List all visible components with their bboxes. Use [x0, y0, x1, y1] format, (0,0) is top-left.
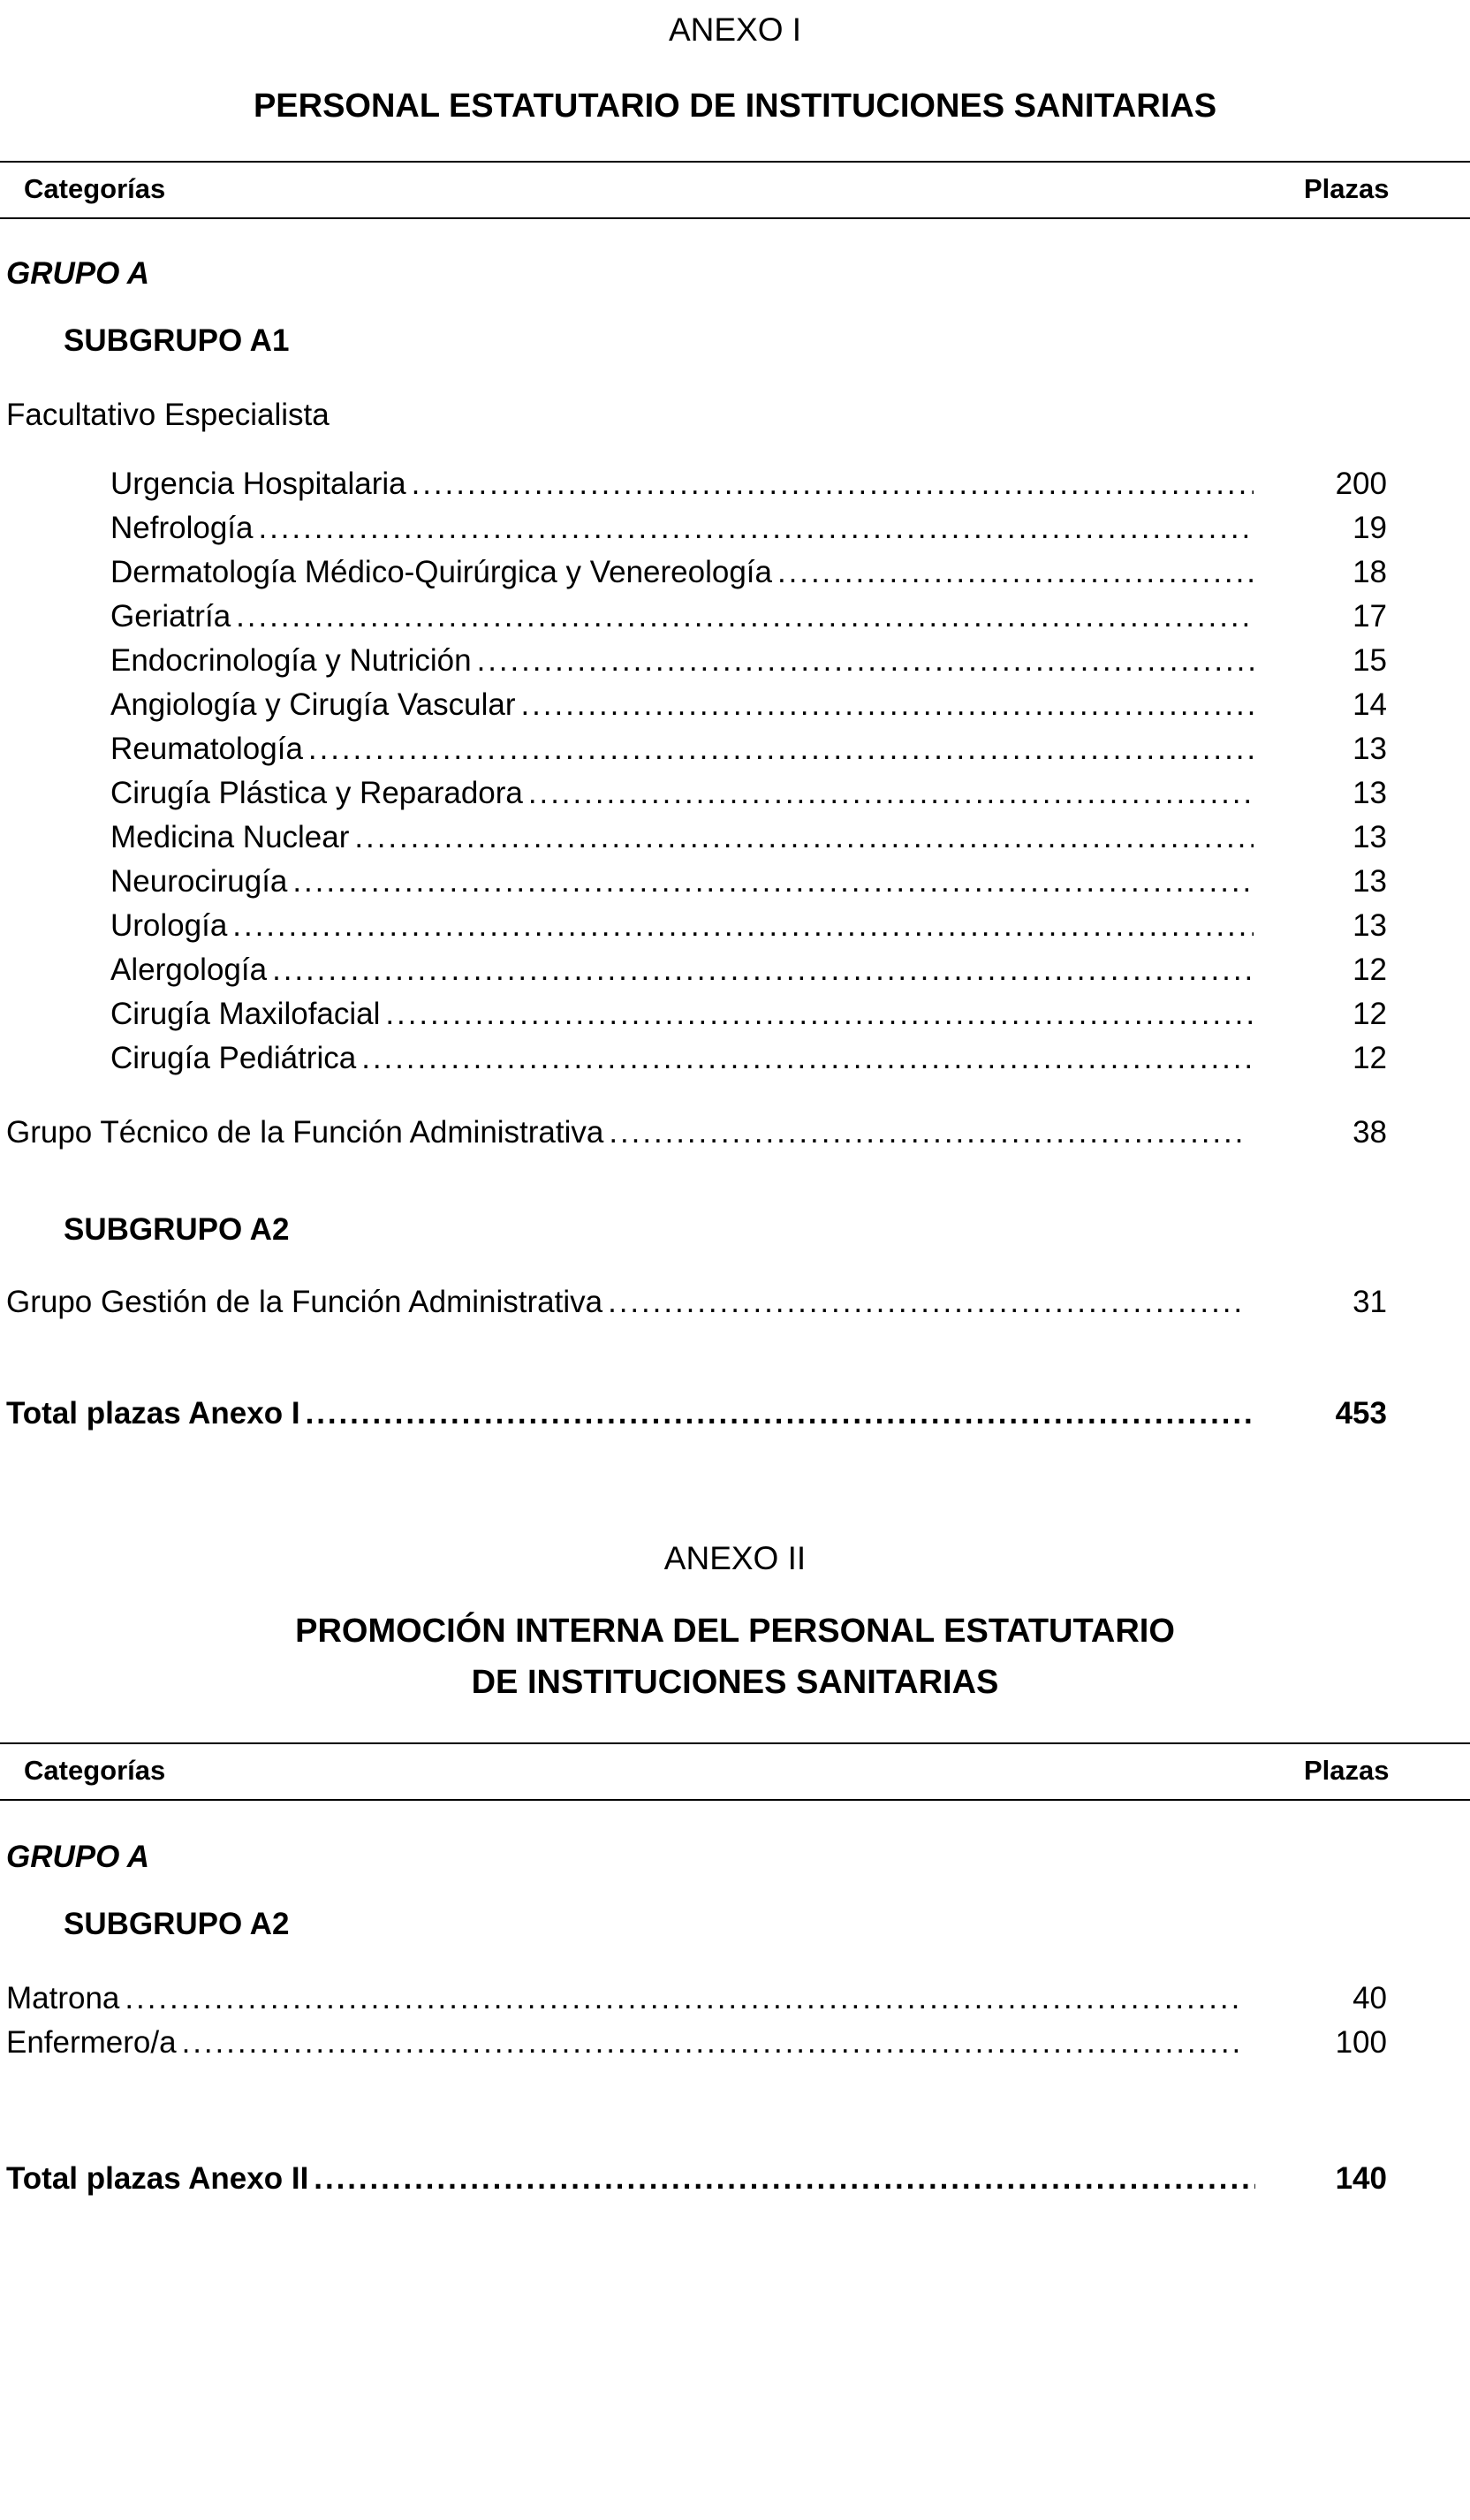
especialidad-row — [110, 944, 1259, 988]
annex2-title: ANEXO II — [663, 1540, 807, 1576]
annex1-subgrupo-a2: SUBGRUPO A2 — [64, 1212, 290, 1247]
especialidad-label: Cirugía Maxilofacial — [110, 997, 381, 1031]
especialidad-row — [110, 723, 1259, 767]
especialidad-plazas: 13 — [1353, 864, 1387, 899]
especialidad-label: Geriatría — [110, 599, 231, 634]
annex2-item-label: Matrona — [6, 1981, 120, 2015]
annex2-total-row — [6, 2152, 1261, 2197]
especialidad-plazas: 13 — [1353, 776, 1387, 810]
especialidad-plazas: 12 — [1353, 1041, 1387, 1075]
annex2-item-plazas: 40 — [1353, 1981, 1387, 2015]
grupo-tecnico-plazas: 38 — [1353, 1115, 1387, 1150]
especialidad-plazas: 15 — [1353, 643, 1387, 678]
especialidad-plazas: 18 — [1353, 555, 1387, 589]
especialidad-plazas: 13 — [1353, 732, 1387, 766]
especialidad-row — [110, 855, 1259, 899]
annex2-col-plazas: Plazas — [1304, 1755, 1390, 1786]
especialidad-row — [110, 502, 1259, 546]
annex2-total-label: Total plazas Anexo II — [6, 2161, 309, 2196]
annex1-col-categorias: Categorías — [24, 173, 166, 204]
annex2-table-top-rule — [0, 1742, 1470, 1744]
annex2-total-plazas: 140 — [1335, 2161, 1387, 2196]
annex2-col-categorias: Categorías — [24, 1755, 166, 1786]
grupo-tecnico-row — [6, 1106, 1250, 1150]
especialidad-label: Neurocirugía — [110, 864, 288, 899]
especialidad-label: Reumatología — [110, 732, 303, 766]
grupo-gestion-plazas: 31 — [1353, 1285, 1387, 1319]
especialidad-row — [110, 458, 1259, 502]
especialidad-plazas: 12 — [1353, 953, 1387, 987]
annex2-subgrupo-a2: SUBGRUPO A2 — [64, 1907, 290, 1941]
especialidad-label: Endocrinología y Nutrición — [110, 643, 472, 678]
especialidad-label: Angiología y Cirugía Vascular — [110, 687, 516, 722]
especialidad-label: Cirugía Pediátrica — [110, 1041, 357, 1075]
especialidad-plazas: 12 — [1353, 997, 1387, 1031]
especialidad-row — [110, 546, 1259, 590]
especialidad-label: Alergología — [110, 953, 268, 987]
annex1-col-plazas: Plazas — [1304, 173, 1390, 204]
especialidad-label: Cirugía Plástica y Reparadora — [110, 776, 523, 810]
grupo-tecnico-label: Grupo Técnico de la Función Administrativa — [6, 1115, 604, 1150]
especialidad-plazas: 13 — [1353, 820, 1387, 854]
annex2-item-row — [6, 1972, 1250, 2016]
grupo-gestion-row — [6, 1276, 1250, 1320]
especialidad-row — [110, 1032, 1259, 1076]
especialidad-plazas: 200 — [1335, 467, 1387, 501]
especialidad-label: Urgencia Hospitalaria — [110, 467, 406, 501]
especialidad-row — [110, 811, 1259, 855]
annex2-heading-line2: DE INSTITUCIONES SANITARIAS — [471, 1664, 999, 1701]
especialidad-row — [110, 634, 1259, 679]
especialidad-row — [110, 590, 1259, 634]
annex1-table-top-rule — [0, 161, 1470, 163]
especialidad-label: Urología — [110, 908, 228, 943]
annex1-grupo-a: GRUPO A — [6, 256, 150, 291]
especialidad-row — [110, 988, 1259, 1032]
especialidad-plazas: 14 — [1353, 687, 1387, 722]
annex2-heading-line1: PROMOCIÓN INTERNA DEL PERSONAL ESTATUTARIO — [295, 1613, 1175, 1650]
annex2-table-header-rule — [0, 1799, 1470, 1801]
annex2-item-plazas: 100 — [1335, 2025, 1387, 2060]
annex1-table-header-rule — [0, 217, 1470, 219]
annex1-total-plazas: 453 — [1335, 1396, 1387, 1431]
especialidad-plazas: 19 — [1353, 511, 1387, 545]
especialidad-plazas: 17 — [1353, 599, 1387, 634]
annex2-item-row — [6, 2016, 1250, 2061]
especialidad-row — [110, 767, 1259, 811]
annex1-total-row — [6, 1387, 1261, 1431]
especialidad-label: Nefrología — [110, 511, 254, 545]
grupo-gestion-label: Grupo Gestión de la Función Administrativa — [6, 1285, 603, 1319]
especialidad-row — [110, 679, 1259, 723]
annex1-subgrupo-a1: SUBGRUPO A1 — [64, 323, 290, 358]
annex1-facultativo-especialista: Facultativo Especialista — [6, 398, 330, 432]
annex2-grupo-a: GRUPO A — [6, 1840, 150, 1874]
especialidad-label: Dermatología Médico-Quirúrgica y Venereología — [110, 555, 772, 589]
annex2-item-label: Enfermero/a — [6, 2025, 177, 2060]
especialidad-row — [110, 899, 1259, 944]
especialidad-plazas: 13 — [1353, 908, 1387, 943]
annex1-heading: PERSONAL ESTATUTARIO DE INSTITUCIONES SANITARIAS — [253, 87, 1217, 125]
annex1-total-label: Total plazas Anexo I — [6, 1396, 300, 1431]
especialidad-label: Medicina Nuclear — [110, 820, 350, 854]
annex1-title: ANEXO I — [668, 11, 802, 48]
